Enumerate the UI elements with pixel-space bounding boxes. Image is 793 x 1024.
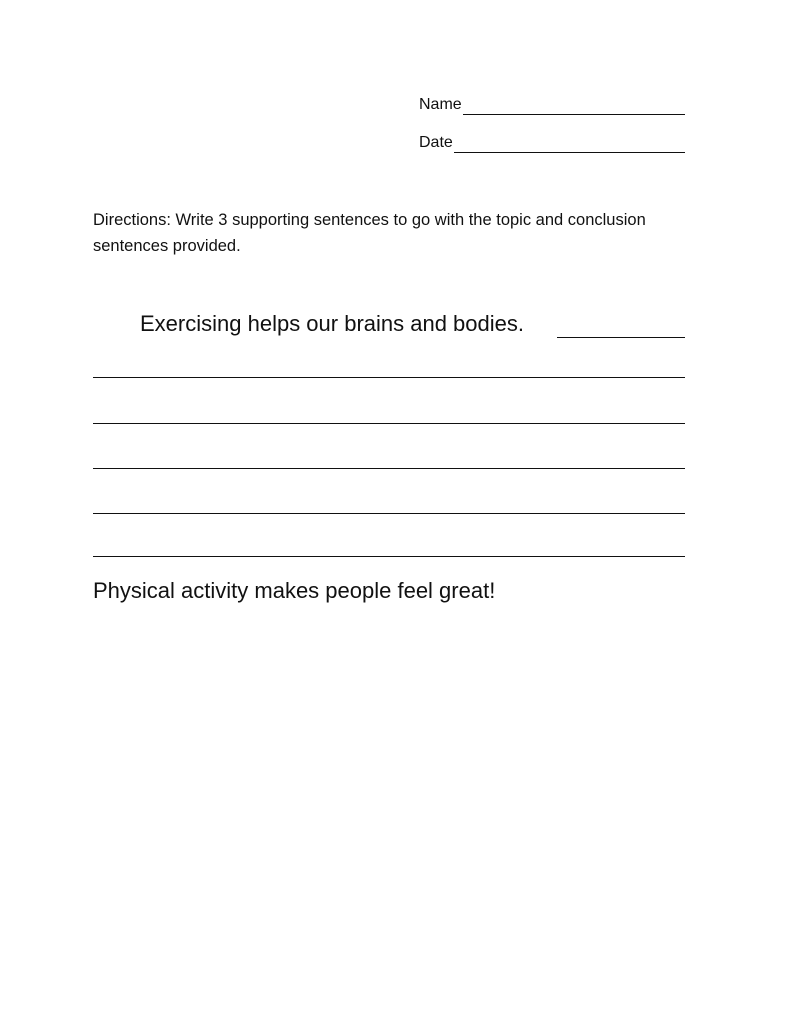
name-blank-line[interactable] — [463, 98, 685, 115]
writing-line-1[interactable] — [93, 377, 685, 378]
writing-line-4[interactable] — [93, 513, 685, 514]
date-label: Date — [419, 134, 453, 151]
topic-blank-line[interactable] — [557, 315, 685, 338]
topic-row — [140, 310, 685, 338]
writing-line-2[interactable] — [93, 423, 685, 424]
date-blank-line[interactable] — [454, 136, 685, 153]
date-field — [419, 133, 685, 153]
name-label: Name — [419, 96, 462, 113]
directions-text: Directions: Write 3 supporting sentences to go with the topic and conclusion sentences provided. — [93, 211, 646, 255]
name-field — [419, 95, 685, 115]
conclusion-sentence: Physical activity makes people feel great! — [93, 578, 496, 603]
writing-line-3[interactable] — [93, 468, 685, 469]
writing-line-5[interactable] — [93, 556, 685, 557]
topic-sentence: Exercising helps our brains and bodies. — [140, 311, 525, 336]
